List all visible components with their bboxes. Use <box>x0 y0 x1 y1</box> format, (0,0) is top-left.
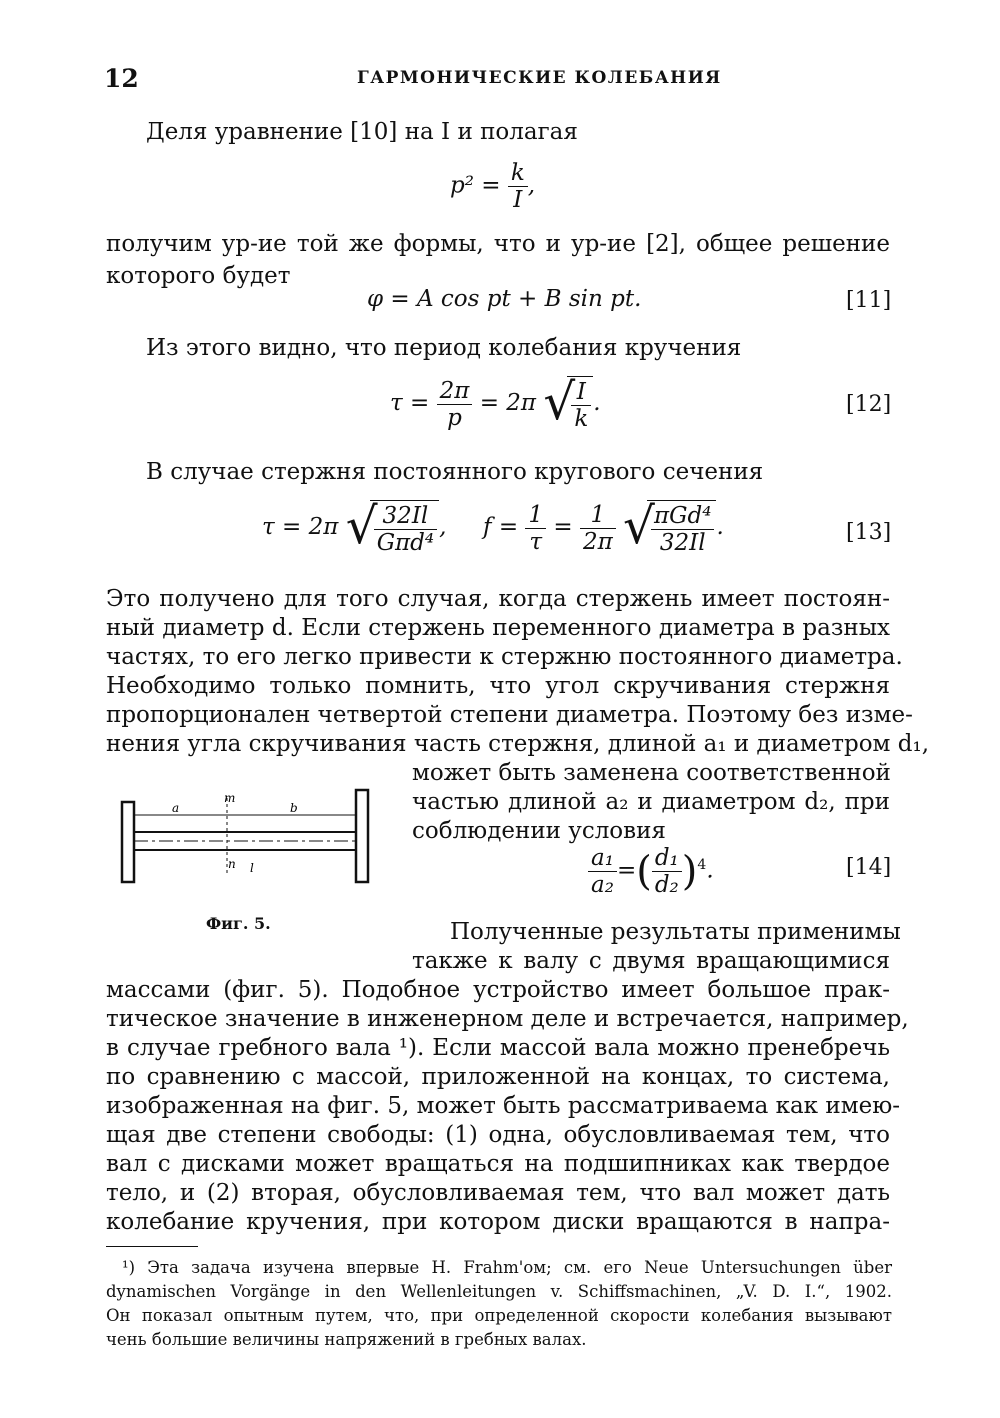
paragraph-line: В случае стержня постоянного кругового сечения <box>146 459 764 485</box>
fraction-denominator: τ <box>529 528 543 555</box>
footnote-line: dynamischen Vorgänge in den Wellenleitungen v. Schiffsmachinen, „V. D. I.“, 1902. <box>106 1282 892 1301</box>
paragraph-line: в случае гребного вала ¹). Если массой вала можно пренебречь <box>106 1035 890 1061</box>
eq-tail: . <box>593 390 601 416</box>
paragraph-line: массами (фиг. 5). Подобное устройство имеет большое прак- <box>106 977 890 1003</box>
eq-tail: , <box>439 514 447 540</box>
fraction-denominator: 32Il <box>659 530 706 556</box>
eq-lhs: p² = <box>450 172 501 199</box>
equation-tag-13: [13] <box>846 520 892 545</box>
paragraph-line: щая две степени свободы: (1) одна, обусловливаемая тем, что <box>106 1122 890 1148</box>
paragraph-line: изображенная на фиг. 5, может быть рассматриваема как имею- <box>106 1093 900 1119</box>
paragraph-line: вал с дисками может вращаться на подшипниках как твердое <box>106 1151 890 1177</box>
paragraph-line: Из этого видно, что период колебания кручения <box>146 335 742 361</box>
paragraph-line: Необходимо только помнить, что угол скручивания стержня <box>106 673 890 699</box>
paragraph-line: получим ур-ие той же формы, что и ур-ие [2], общее решение <box>106 231 890 257</box>
figure-caption: Фиг. 5. <box>206 914 271 933</box>
eq-fraction <box>580 502 616 555</box>
fraction-denominator: a₂ <box>591 872 614 898</box>
paragraph-line: Деля уравнение [10] на I и полагая <box>146 119 578 145</box>
paragraph-line: колебание кручения, при котором диски вращаются в напра- <box>106 1209 890 1235</box>
eq-fraction <box>437 378 473 431</box>
eq-fraction <box>588 845 617 898</box>
equation-tag-14: [14] <box>846 855 892 880</box>
figure-label-n: n <box>228 857 236 871</box>
equation-tag-11: [11] <box>846 288 892 313</box>
figure-label-l: l <box>250 861 254 875</box>
paragraph-line: также к валу с двумя вращающимися <box>412 948 890 974</box>
fraction-numerator: 1 <box>580 502 616 529</box>
left-disk <box>122 802 134 882</box>
equation-14: $\frac{\text{a₁}}{\text{a₂}}$ =( $\frac{\text{d₁}}{\text{d₂}}$ )$^4$. <box>588 845 714 898</box>
paragraph-line: соблюдении условия <box>412 818 666 844</box>
figure-label-b: b <box>290 801 298 815</box>
paragraph-line: может быть заменена соответственной <box>412 760 891 786</box>
paragraph-line: Это получено для того случая, когда стержень имеет постоян- <box>106 586 890 612</box>
eq-fraction <box>508 160 528 213</box>
eq-fraction <box>374 503 437 556</box>
footnote-rule <box>106 1246 198 1247</box>
right-disk <box>356 790 368 882</box>
square-root: √ $\frac{32Il}{\text{Gπd⁴}}$ <box>346 500 439 556</box>
eq-mid: = <box>616 857 637 884</box>
footnote-line: Он показал опытным путем, что, при определенной скорости колебания вызывают <box>106 1306 892 1325</box>
square-root: √ $\frac{\text{πGd⁴}}{32Il}$ <box>623 500 716 556</box>
equation-11: φ = A cos pt + B sin pt. <box>367 286 642 312</box>
fraction-denominator: p <box>447 404 462 431</box>
paragraph-line: частях, то его легко привести к стержню постоянного диаметра. <box>106 644 903 670</box>
fraction-numerator: πGd⁴ <box>651 503 714 530</box>
equation-12 <box>390 373 601 432</box>
figure-label-a: a <box>172 801 180 815</box>
paragraph-line: тическое значение в инженерном деле и встречается, например, <box>106 1006 909 1032</box>
paragraph-line: ный диаметр d. Если стержень переменного диаметра в разных <box>106 615 890 641</box>
fraction-numerator: a₁ <box>588 845 617 872</box>
eq-mid: = 2π <box>479 390 537 416</box>
fraction-numerator: 2π <box>437 378 473 405</box>
page-number: 12 <box>104 64 139 93</box>
paragraph-line: которого будет <box>106 263 291 289</box>
figure-5-shaft-diagram <box>110 780 380 890</box>
paragraph-line: нения угла скручивания часть стержня, длиной a₁ и диаметром d₁, <box>106 731 930 757</box>
eq-tail: , <box>527 172 536 199</box>
fraction-numerator: 1 <box>525 502 546 529</box>
eq-tail: . <box>706 857 714 884</box>
square-root: √ $\frac{I}{k}$ <box>543 376 593 432</box>
fraction-numerator: d₁ <box>652 845 682 872</box>
eq-fraction <box>651 503 714 556</box>
fraction-denominator: I <box>513 187 523 213</box>
fraction-denominator: k <box>574 406 589 432</box>
paragraph-line: пропорционален четвертой степени диаметра. Поэтому без изме- <box>106 702 913 728</box>
paragraph-line: по сравнению с массой, приложенной на концах, то система, <box>106 1064 890 1090</box>
figure-label-m: m <box>224 791 236 805</box>
fraction-numerator: 32Il <box>374 503 437 530</box>
eq-lhs: τ = <box>390 390 430 416</box>
footnote-line: чень большие величины напряжений в гребных валах. <box>106 1330 587 1349</box>
equation-13 <box>262 497 724 556</box>
eq-fraction <box>525 502 546 555</box>
eq-lhs: f = <box>483 514 519 540</box>
equation-tag-12: [12] <box>846 392 892 417</box>
fraction-numerator: I <box>571 379 591 406</box>
fraction-denominator: 2π <box>582 528 613 555</box>
eq-fraction <box>652 845 682 898</box>
footnote-line: ¹) Эта задача изучена впервые H. Frahm'ом; см. его Neue Untersuchungen über <box>122 1258 892 1277</box>
equation-p-squared <box>450 160 535 213</box>
fraction-denominator: d₂ <box>654 872 679 898</box>
fraction-numerator: k <box>508 160 528 187</box>
paragraph-line: частью длиной a₂ и диаметром d₂, при <box>412 789 890 815</box>
eq-power: 4 <box>697 856 707 873</box>
eq-lhs: τ = 2π <box>262 514 339 540</box>
eq-mid: = <box>553 514 573 540</box>
paragraph-line: Полученные результаты применимы <box>450 919 901 945</box>
eq-tail: . <box>716 514 724 540</box>
fraction-denominator: Gπd⁴ <box>376 530 435 556</box>
paragraph-line: тело, и (2) вторая, обусловливаемая тем, что вал может дать <box>106 1180 890 1206</box>
running-title: ГАРМОНИЧЕСКИЕ КОЛЕБАНИЯ <box>357 68 722 88</box>
